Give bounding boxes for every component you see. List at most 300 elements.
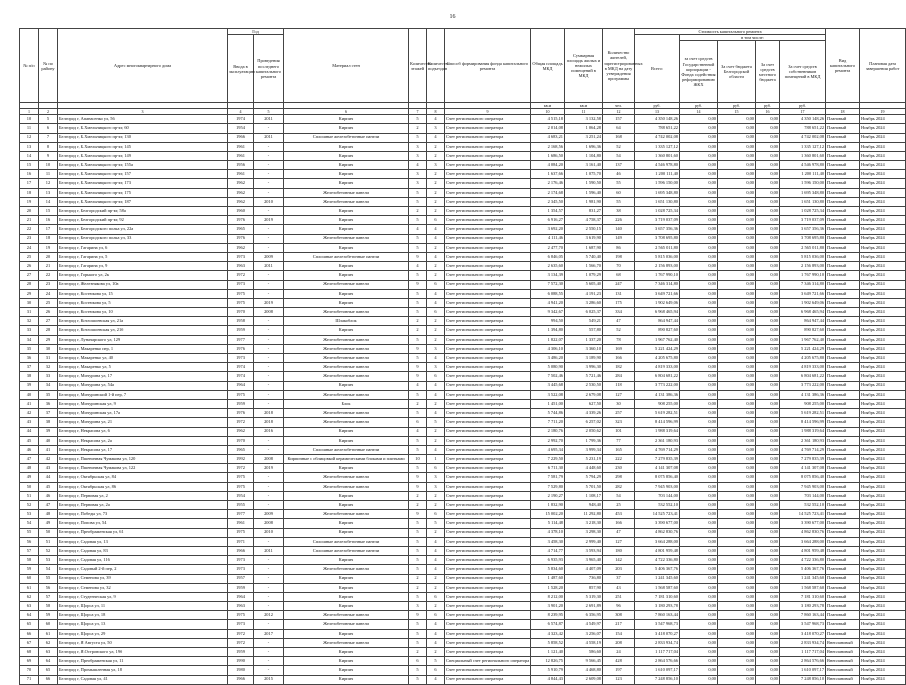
local-cost-cell: 0,00: [756, 399, 780, 408]
funding-cell: Счет регионального оператора: [445, 243, 531, 252]
repair-type-cell: Плановый: [826, 409, 860, 418]
owners-cost-cell: 5 406 367,76: [780, 565, 826, 574]
address-cell: Белгород г, Октябрьская ул, 86: [58, 482, 228, 491]
entrances-cell: 3: [427, 161, 445, 170]
row-number: 52: [20, 501, 39, 510]
material-cell: Кирпич: [284, 436, 409, 445]
floors-cell: 5: [409, 188, 427, 197]
residents-cell: 60: [603, 188, 635, 197]
repair-type-cell: Плановый: [826, 133, 860, 142]
year-built-cell: 1992: [228, 455, 254, 464]
row-number: 43: [20, 418, 39, 427]
owners-cost-cell: 1 767 990,10: [780, 271, 826, 280]
district-number: 19: [39, 243, 58, 252]
material-cell: Кирпич: [284, 207, 409, 216]
material-cell: Железобетонные панели: [284, 565, 409, 574]
district-number: 49: [39, 519, 58, 528]
living-area-cell: 549,21: [565, 317, 603, 326]
local-cost-cell: 0,00: [756, 289, 780, 298]
year-repair-cell: 2011: [254, 546, 284, 555]
local-cost-cell: 0,00: [756, 445, 780, 454]
floors-cell: 3: [409, 179, 427, 188]
floors-cell: 5: [409, 115, 427, 124]
header-year-built: Ввода в эксплуатацию: [228, 35, 254, 103]
entrances-cell: 4: [427, 675, 445, 684]
regional-cost-cell: 0,00: [718, 675, 756, 684]
header-year-last-repair: Проведения последнего капитального ремонта: [254, 35, 284, 103]
residents-cell: 24: [603, 648, 635, 657]
fund-cost-cell: 0,00: [680, 399, 718, 408]
header-planned-date: Плановая дата завершения работ: [860, 29, 906, 103]
repair-type-cell: Плановый: [826, 161, 860, 170]
living-area-cell: 3 996,30: [565, 363, 603, 372]
funding-cell: Счет регионального оператора: [445, 207, 531, 216]
district-number: 13: [39, 188, 58, 197]
fund-cost-cell: 0,00: [680, 675, 718, 684]
residents-cell: 166: [603, 354, 635, 363]
planned-date-cell: Ноябрь 2024: [860, 115, 906, 124]
owners-cost-cell: 1 241 345,60: [780, 574, 826, 583]
floors-cell: 5: [409, 308, 427, 317]
entrances-cell: 6: [427, 592, 445, 601]
floors-cell: 2: [409, 399, 427, 408]
fund-cost-cell: 0,00: [680, 216, 718, 225]
local-cost-cell: 0,00: [756, 188, 780, 197]
total-area-cell: 3 134,39: [531, 271, 565, 280]
total-cost-cell: 7 945 903,00: [635, 482, 680, 491]
living-area-cell: 3 251,24: [565, 133, 603, 142]
year-repair-cell: 2019: [254, 216, 284, 225]
living-area-cell: 5 605,40: [565, 280, 603, 289]
address-cell: Белгород г, Макаренко ул, 40: [58, 354, 228, 363]
year-built-cell: 1976: [228, 344, 254, 353]
residents-cell: 25: [603, 501, 635, 510]
repair-type-cell: Плановый: [826, 151, 860, 160]
living-area-cell: 4 407,09: [565, 565, 603, 574]
table-row: [20, 115, 906, 124]
planned-date-cell: Ноябрь 2024: [860, 207, 906, 216]
floors-cell: 2: [409, 648, 427, 657]
funding-cell: Счет регионального оператора: [445, 537, 531, 546]
fund-cost-cell: 0,00: [680, 243, 718, 252]
total-area-cell: 3 901,20: [531, 602, 565, 611]
entrances-cell: 4: [427, 629, 445, 638]
total-area-cell: 2 345,50: [531, 197, 565, 206]
table-row: [20, 675, 906, 684]
year-repair-cell: 2011: [254, 133, 284, 142]
residents-cell: 182: [603, 363, 635, 372]
total-area-cell: 15 002,20: [531, 510, 565, 519]
address-cell: Белгород г, Промышленная ул, 18: [58, 666, 228, 675]
planned-date-cell: Ноябрь 2024: [860, 418, 906, 427]
floors-cell: 5: [409, 197, 427, 206]
planned-date-cell: Ноябрь 2024: [860, 482, 906, 491]
planned-date-cell: Ноябрь 2024: [860, 317, 906, 326]
floors-cell: 5: [409, 528, 427, 537]
total-cost-cell: 4 131 386,36: [635, 390, 680, 399]
address-cell: Белгород г, Костюкова ул, 5: [58, 298, 228, 307]
year-repair-cell: 2010: [254, 528, 284, 537]
total-area-cell: 7 581,79: [531, 473, 565, 482]
table-row: [20, 326, 906, 335]
table-row: [20, 280, 906, 289]
repair-type-cell: Плановый: [826, 344, 860, 353]
owners-cost-cell: 3 657 356,36: [780, 225, 826, 234]
local-cost-cell: 0,00: [756, 326, 780, 335]
address-cell: Белгород г, Костюкова ул, 10: [58, 308, 228, 317]
local-cost-cell: 0,00: [756, 372, 780, 381]
year-repair-cell: 2015: [254, 675, 284, 684]
year-built-cell: 1961: [228, 142, 254, 151]
fund-cost-cell: 0,00: [680, 546, 718, 555]
address-cell: Белгород г, Мичурина ул, 17: [58, 372, 228, 381]
row-number: 44: [20, 427, 39, 436]
planned-date-cell: Ноябрь 2024: [860, 491, 906, 500]
year-built-cell: 1962: [228, 427, 254, 436]
table-row: [20, 133, 906, 142]
residents-cell: 30: [603, 399, 635, 408]
repair-type-cell: Плановый: [826, 197, 860, 206]
year-repair-cell: 2009: [254, 252, 284, 261]
residents-cell: 118: [603, 381, 635, 390]
living-area-cell: 3 189,90: [565, 354, 603, 363]
table-row: [20, 418, 906, 427]
local-cost-cell: 0,00: [756, 510, 780, 519]
residents-cell: 149: [603, 234, 635, 243]
regional-cost-cell: 0,00: [718, 436, 756, 445]
district-number: 30: [39, 344, 58, 353]
row-number: 16: [20, 170, 39, 179]
total-area-cell: 1 121,40: [531, 648, 565, 657]
row-number: 24: [20, 243, 39, 252]
regional-cost-cell: 0,00: [718, 326, 756, 335]
local-cost-cell: 0,00: [756, 565, 780, 574]
repair-type-cell: Плановый: [826, 179, 860, 188]
residents-cell: 197: [603, 666, 635, 675]
repair-type-cell: Плановый: [826, 592, 860, 601]
residents-cell: 52: [603, 142, 635, 151]
address-cell: Белгород г, Б.Хмельницкого пр-кт, 155а: [58, 161, 228, 170]
row-number: 60: [20, 574, 39, 583]
living-area-cell: 3 286,60: [565, 298, 603, 307]
living-area-cell: 4 558,19: [565, 638, 603, 647]
living-area-cell: 6 025,37: [565, 308, 603, 317]
total-area-cell: 1 686,50: [531, 151, 565, 160]
address-cell: Белгород г, Белгородского полка ул, 22а: [58, 225, 228, 234]
header-cost-group: Стоимость капитального ремонта: [635, 29, 826, 35]
local-cost-cell: 0,00: [756, 648, 780, 657]
column-number: 13: [635, 109, 680, 115]
funding-cell: Счет регионального оператора: [445, 335, 531, 344]
total-cost-cell: 8 075 856,40: [635, 473, 680, 482]
district-number: 8: [39, 142, 58, 151]
repair-type-cell: Плановый: [826, 427, 860, 436]
total-area-cell: 1 637,66: [531, 170, 565, 179]
entrances-cell: 2: [427, 648, 445, 657]
table-row: [20, 354, 906, 363]
material-cell: Кирпич: [284, 592, 409, 601]
table-row: [20, 464, 906, 473]
header-local: За счет средств местного бюджета: [756, 41, 780, 103]
repair-type-cell: Плановый: [826, 510, 860, 519]
owners-cost-cell: 8 414 596,99: [780, 418, 826, 427]
year-repair-cell: -: [254, 326, 284, 335]
planned-date-cell: Ноябрь 2024: [860, 188, 906, 197]
year-repair-cell: -: [254, 537, 284, 546]
year-repair-cell: -: [254, 317, 284, 326]
funding-cell: Счет регионального оператора: [445, 298, 531, 307]
year-built-cell: 1955: [228, 501, 254, 510]
total-area-cell: 1 394,80: [531, 326, 565, 335]
residents-cell: 157: [603, 115, 635, 124]
table-row: [20, 142, 906, 151]
owners-cost-cell: 1 695 348,80: [780, 188, 826, 197]
residents-cell: 217: [603, 620, 635, 629]
district-number: 24: [39, 289, 58, 298]
year-repair-cell: -: [254, 271, 284, 280]
repair-type-cell: Внеплановый: [826, 675, 860, 684]
regional-cost-cell: 0,00: [718, 574, 756, 583]
floors-cell: 6: [409, 418, 427, 427]
funding-cell: Счет регионального оператора: [445, 344, 531, 353]
regional-cost-cell: 0,00: [718, 473, 756, 482]
residents-cell: 86: [603, 243, 635, 252]
local-cost-cell: 0,00: [756, 675, 780, 684]
fund-cost-cell: 0,00: [680, 638, 718, 647]
owners-cost-cell: 788 651,22: [780, 124, 826, 133]
year-built-cell: 1958: [228, 317, 254, 326]
fund-cost-cell: 0,00: [680, 326, 718, 335]
funding-cell: Счет регионального оператора: [445, 565, 531, 574]
repair-type-cell: Плановый: [826, 326, 860, 335]
regional-cost-cell: 0,00: [718, 234, 756, 243]
owners-cost-cell: 4 131 386,36: [780, 390, 826, 399]
fund-cost-cell: 0,00: [680, 537, 718, 546]
owners-cost-cell: 1 967 762,40: [780, 335, 826, 344]
district-number: 23: [39, 280, 58, 289]
fund-cost-cell: 0,00: [680, 501, 718, 510]
table-row: [20, 473, 906, 482]
regional-cost-cell: 0,00: [718, 344, 756, 353]
address-cell: Белгород г, Некрасова ул, 6: [58, 427, 228, 436]
living-area-cell: 586,60: [565, 648, 603, 657]
floors-cell: 10: [409, 455, 427, 464]
owners-cost-cell: 4 769 714,29: [780, 445, 826, 454]
local-cost-cell: 0,00: [756, 436, 780, 445]
residents-cell: 166: [603, 519, 635, 528]
year-repair-cell: -: [254, 381, 284, 390]
entrances-cell: 2: [427, 262, 445, 271]
total-area-cell: 4 714,77: [531, 546, 565, 555]
owners-cost-cell: 4 722 336,80: [780, 556, 826, 565]
material-cell: Кирпич: [284, 225, 409, 234]
year-built-cell: 1961: [228, 170, 254, 179]
year-repair-cell: -: [254, 583, 284, 592]
year-built-cell: 1966: [228, 133, 254, 142]
district-number: 66: [39, 675, 58, 684]
year-repair-cell: 2018: [254, 418, 284, 427]
year-built-cell: 1975: [228, 482, 254, 491]
total-area-cell: 4 844,43: [531, 675, 565, 684]
year-repair-cell: -: [254, 390, 284, 399]
district-number: 15: [39, 207, 58, 216]
total-area-cell: 4 323,42: [531, 629, 565, 638]
floors-cell: 9: [409, 510, 427, 519]
owners-cost-cell: 2 864 576,66: [780, 657, 826, 666]
repair-type-cell: Плановый: [826, 583, 860, 592]
funding-cell: Счет регионального оператора: [445, 501, 531, 510]
total-cost-cell: 3 180 293,78: [635, 602, 680, 611]
year-repair-cell: -: [254, 344, 284, 353]
total-area-cell: 1 528,20: [531, 583, 565, 592]
address-cell: Белгород г, Щорса ул, 11: [58, 602, 228, 611]
district-number: 17: [39, 225, 58, 234]
year-repair-cell: -: [254, 445, 284, 454]
row-number: 64: [20, 611, 39, 620]
material-cell: Кирпич: [284, 519, 409, 528]
funding-cell: Счет регионального оператора: [445, 418, 531, 427]
material-cell: Железобетонные панели: [284, 390, 409, 399]
total-cost-cell: 1 596 150,00: [635, 179, 680, 188]
living-area-cell: 4 448,60: [565, 464, 603, 473]
district-number: 34: [39, 381, 58, 390]
floors-cell: 5: [409, 666, 427, 675]
district-number: 32: [39, 363, 58, 372]
local-cost-cell: 0,00: [756, 629, 780, 638]
year-built-cell: 1961: [228, 519, 254, 528]
year-repair-cell: -: [254, 565, 284, 574]
floors-cell: 9: [409, 473, 427, 482]
district-number: 64: [39, 657, 58, 666]
year-built-cell: 1954: [228, 491, 254, 500]
local-cost-cell: 0,00: [756, 207, 780, 216]
repair-program-table: [19, 28, 906, 685]
year-repair-cell: 2010: [254, 197, 284, 206]
funding-cell: Счет регионального оператора: [445, 197, 531, 206]
entrances-cell: 2: [427, 491, 445, 500]
row-number: 71: [20, 675, 39, 684]
planned-date-cell: Ноябрь 2024: [860, 179, 906, 188]
owners-cost-cell: 1 028 725,34: [780, 207, 826, 216]
total-cost-cell: 532 552,10: [635, 501, 680, 510]
regional-cost-cell: 0,00: [718, 648, 756, 657]
unit-cell: руб.: [756, 103, 780, 109]
column-number: 3: [58, 109, 228, 115]
living-area-cell: 557,80: [565, 326, 603, 335]
repair-type-cell: Плановый: [826, 225, 860, 234]
total-area-cell: 2 992,70: [531, 436, 565, 445]
owners-cost-cell: 1 651 130,80: [780, 197, 826, 206]
local-cost-cell: 0,00: [756, 151, 780, 160]
year-repair-cell: 2011: [254, 262, 284, 271]
entrances-cell: 6: [427, 280, 445, 289]
residents-cell: 37: [603, 574, 635, 583]
living-area-cell: 1 799,36: [565, 436, 603, 445]
fund-cost-cell: 0,00: [680, 170, 718, 179]
owners-cost-cell: 4 862 830,76: [780, 528, 826, 537]
year-built-cell: 1962: [228, 197, 254, 206]
regional-cost-cell: 0,00: [718, 124, 756, 133]
header-district-num: № по району: [39, 29, 58, 103]
planned-date-cell: Ноябрь 2024: [860, 399, 906, 408]
total-area-cell: 1 354,57: [531, 207, 565, 216]
total-cost-cell: 2 361 180,93: [635, 436, 680, 445]
material-cell: Железобетонные панели: [284, 335, 409, 344]
total-area-cell: 7 711,20: [531, 418, 565, 427]
living-area-cell: 5 721,46: [565, 372, 603, 381]
planned-date-cell: Ноябрь 2024: [860, 216, 906, 225]
local-cost-cell: 0,00: [756, 344, 780, 353]
district-number: 41: [39, 445, 58, 454]
local-cost-cell: 0,00: [756, 262, 780, 271]
fund-cost-cell: 0,00: [680, 482, 718, 491]
living-area-cell: 6 356,95: [565, 611, 603, 620]
repair-type-cell: Плановый: [826, 234, 860, 243]
unit-cell: кв.м: [531, 103, 565, 109]
entrances-cell: 5: [427, 519, 445, 528]
regional-cost-cell: 0,00: [718, 455, 756, 464]
header-living-area: Суммарная площадь жилых и нежилых помещений в МКД: [565, 29, 603, 103]
floors-cell: 5: [409, 629, 427, 638]
repair-type-cell: Плановый: [826, 418, 860, 427]
total-area-cell: 2 168,56: [531, 142, 565, 151]
year-built-cell: 1976: [228, 216, 254, 225]
address-cell: Белгород г, Пшеничная Чумакова ул, 122: [58, 464, 228, 473]
total-cost-cell: 6 968 465,94: [635, 308, 680, 317]
total-area-cell: 2 635,60: [531, 262, 565, 271]
table-row: [20, 298, 906, 307]
floors-cell: 5: [409, 445, 427, 454]
funding-cell: Счет регионального оператора: [445, 133, 531, 142]
funding-cell: Счет регионального оператора: [445, 289, 531, 298]
funding-cell: Счет регионального оператора: [445, 611, 531, 620]
district-number: 38: [39, 418, 58, 427]
living-area-cell: 1 566,70: [565, 262, 603, 271]
repair-type-cell: Плановый: [826, 142, 860, 151]
living-area-cell: 3 360,10: [565, 344, 603, 353]
year-built-cell: 1976: [228, 234, 254, 243]
regional-cost-cell: 0,00: [718, 188, 756, 197]
year-repair-cell: 2018: [254, 409, 284, 418]
repair-type-cell: Плановый: [826, 455, 860, 464]
address-cell: Белгород г, Макаренко ул, 5: [58, 363, 228, 372]
funding-cell: Счет регионального оператора: [445, 510, 531, 519]
planned-date-cell: Ноябрь 2024: [860, 648, 906, 657]
entrances-cell: 5: [427, 657, 445, 666]
address-cell: Белгород г, Щорса ул, 29: [58, 629, 228, 638]
district-number: 54: [39, 565, 58, 574]
local-cost-cell: 0,00: [756, 197, 780, 206]
year-repair-cell: 2008: [254, 455, 284, 464]
total-area-cell: 1 451,00: [531, 399, 565, 408]
year-repair-cell: -: [254, 188, 284, 197]
total-cost-cell: 3 664 288,00: [635, 537, 680, 546]
entrances-cell: 1: [427, 455, 445, 464]
material-cell: Сплошные железобетонные панели: [284, 252, 409, 261]
repair-type-cell: Плановый: [826, 611, 860, 620]
year-built-cell: 1974: [228, 372, 254, 381]
total-cost-cell: 1 360 801,60: [635, 151, 680, 160]
fund-cost-cell: 0,00: [680, 271, 718, 280]
funding-cell: Счет регионального оператора: [445, 372, 531, 381]
year-built-cell: 1977: [228, 335, 254, 344]
living-area-cell: 627,50: [565, 399, 603, 408]
funding-cell: Счет регионального оператора: [445, 528, 531, 537]
district-number: 57: [39, 592, 58, 601]
year-built-cell: 1962: [228, 179, 254, 188]
row-number: 40: [20, 390, 39, 399]
local-cost-cell: 0,00: [756, 427, 780, 436]
